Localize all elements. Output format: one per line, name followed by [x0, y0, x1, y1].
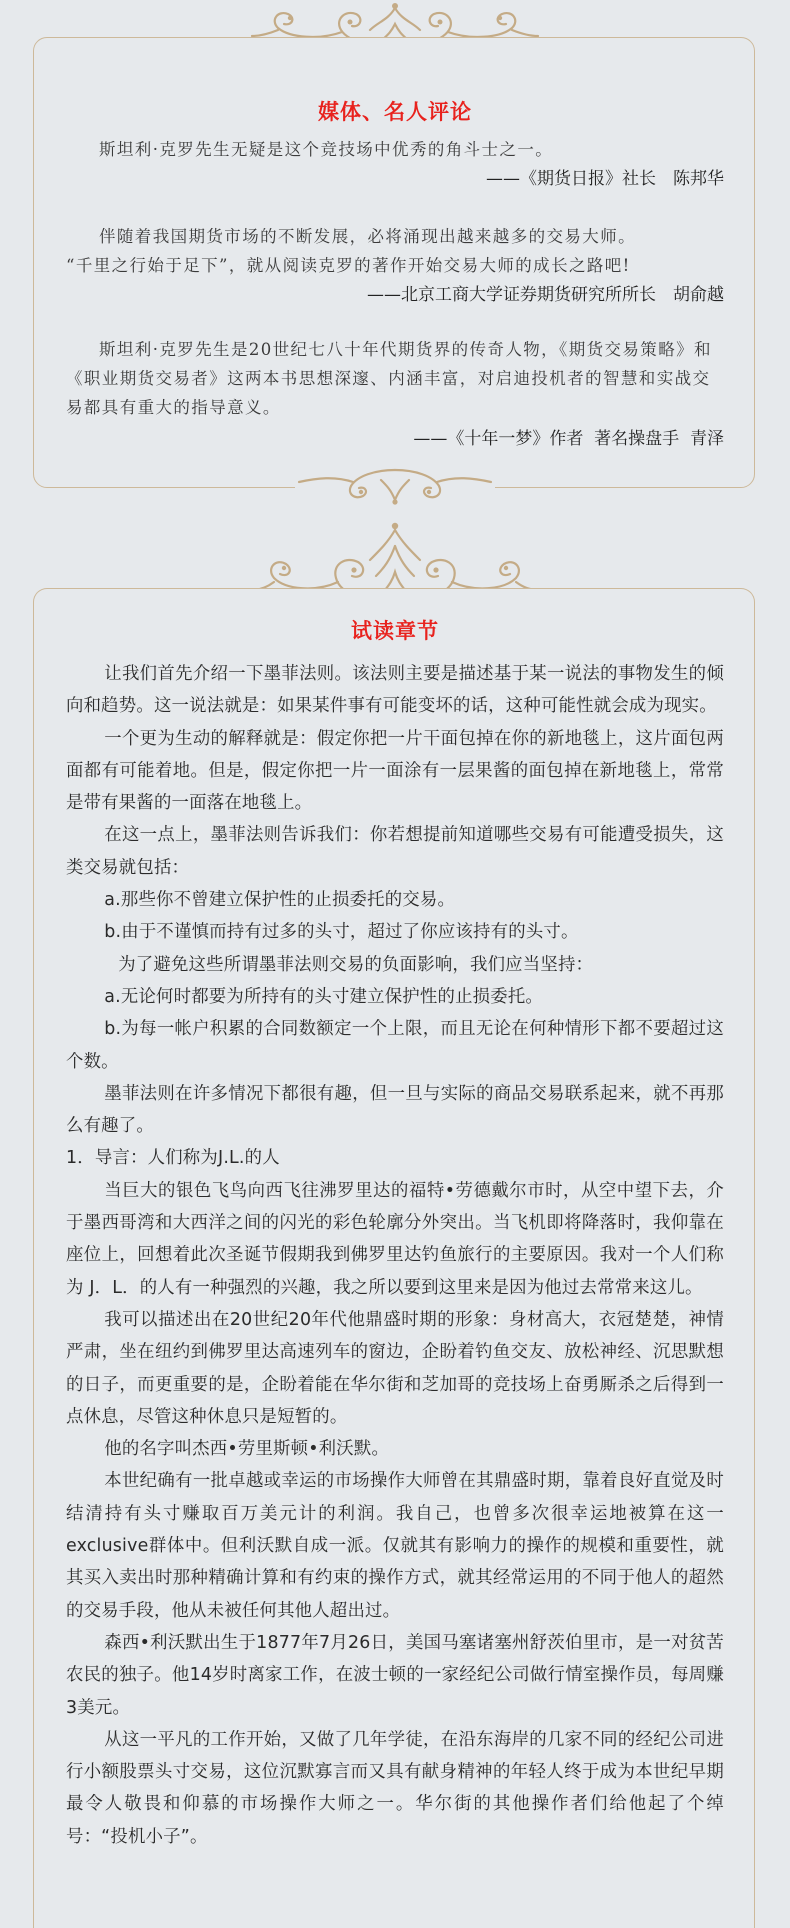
chapter-paragraph: 他的名字叫杰西•劳里斯顿•利沃默。 — [104, 1439, 390, 1460]
chapter-paragraph: 我可以描述出在20世纪20年代他鼎盛时期的形象：身材高大，衣冠楚楚，神情严肃，坐在纽约到佛罗里达高速列车的窗边，企盼着钓鱼交友、放松神经、沉思默想的日子，而更重要的是，企盼着能在华尔街和芝加哥的竞技场上奋勇厮杀之后得到一点休息，尽管这种休息只是短暂的。 — [66, 1309, 724, 1427]
review-quote-2-line-2: “千里之行始于足下”，就从阅读克罗的著作开始交易大师的成长之路吧! — [66, 256, 631, 275]
chapter-paragraph: 墨菲法则在许多情况下都很有趣，但一旦与实际的商品交易联系起来，就不再那么有趣了。 — [66, 1083, 724, 1137]
review-attribution-1: ——《期货日报》社长 陈邦华 — [486, 169, 724, 189]
review-attribution-2: ——北京工商大学证券期货研究所所长 胡俞越 — [367, 285, 724, 305]
chapter-section-heading: 1．导言：人们称为J.L.的人 — [66, 1148, 280, 1169]
chapter-paragraph: 本世纪确有一批卓越或幸运的市场操作大师曾在其鼎盛时期，靠着良好直觉及时结清持有头寸赚取百万美元计的利润。我自己，也曾多次很幸运地被算在这一exclusive群体中。但利沃默自成一派。仅就其有影响力的操作的规模和重要性，就其买入卖出时那种精确计算和有约束的操作方式，就其经常运用的不同于他人的超然的交易手段，他从未被任何其他人超出过。 — [66, 1471, 724, 1621]
chapter-paragraph: 森西•利沃默出生于1877年7月26日，美国马塞诸塞州舒茨伯里市，是一对贫苦农民的独子。他14岁时离家工作，在波士顿的一家经纪公司做行情室操作员，每周赚3美元。 — [66, 1632, 724, 1718]
review-quote-1: 斯坦利·克罗先生无疑是这个竞技场中优秀的角斗士之一。 — [99, 140, 554, 159]
chapter-list-item: a.那些你不曾建立保护性的止损委托的交易。 — [104, 890, 456, 911]
chapter-title: 试读章节 — [351, 619, 439, 643]
chapter-paragraph: 在这一点上，墨菲法则告诉我们：你若想提前知道哪些交易有可能遭受损失，这类交易就包括： — [66, 825, 724, 878]
chapter-paragraph: 让我们首先介绍一下墨菲法则。该法则主要是描述基于某一说法的事物发生的倾向和趋势。这一说法就是：如果某件事有可能变坏的话，这种可能性就会成为现实。 — [66, 664, 724, 717]
chapter-paragraph: 当巨大的银色飞鸟向西飞往沸罗里达的福特•劳德戴尔市时，从空中望下去，介于墨西哥湾和大西洋之间的闪光的彩色轮廓分外突出。当飞机即将降落时，我仰靠在座位上，回想着此次圣诞节假期我到佛罗里达钓鱼旅行的主要原因。我对一个人们称为 J．L．的人有一种强烈的兴趣，我之所以要到这里来是因为他过去常常来这儿。 — [66, 1180, 724, 1298]
flourish-ornament-bottom-icon — [295, 458, 495, 506]
reviews-title: 媒体、名人评论 — [318, 100, 472, 124]
chapter-list-item: b.为每一帐户积累的合同数额定一个上限，而且无论在何种情形下都不要超过这个数。 — [66, 1019, 724, 1072]
chapter-list-item: a.无论何时都要为所持有的头寸建立保护性的止损委托。 — [104, 986, 544, 1007]
chapter-list-item: b.由于不谨慎而持有过多的头寸，超过了你应该持有的头寸。 — [104, 922, 579, 943]
chapter-paragraph: 从这一平凡的工作开始，又做了几年学徒，在沿东海岸的几家不同的经纪公司进行小额股票头寸交易，这位沉默寡言而又具有献身精神的年轻人终于成为本世纪早期最令人敬畏和仰慕的市场操作大师之一。华尔街的其他操作者们给他起了个绰号：“投机小子”。 — [66, 1729, 724, 1847]
review-quote-2-line-1: 伴随着我国期货市场的不断发展，必将涌现出越来越多的交易大师。 — [99, 227, 636, 246]
chapter-paragraph: 一个更为生动的解释就是：假定你把一片干面包掉在你的新地毯上，这片面包两面都有可能着地。但是，假定你把一片一面涂有一层果酱的面包掉在新地毯上，常常是带有果酱的一面落在地毯上。 — [66, 728, 724, 814]
review-attribution-3: ——《十年一梦》作者 著名操盘手 青泽 — [413, 429, 724, 449]
chapter-paragraph: 为了避免这些所谓墨菲法则交易的负面影响，我们应当坚持： — [118, 954, 594, 975]
review-quote-3: 斯坦利·克罗先生是20世纪七八十年代期货界的传奇人物，《期货交易策略》和《职业期货交易者》这两本书思想深邃、内涵丰富，对启迪投机者的智慧和实战交易都具有重大的指导意义。 — [66, 340, 712, 417]
chapter-body — [66, 658, 724, 1853]
